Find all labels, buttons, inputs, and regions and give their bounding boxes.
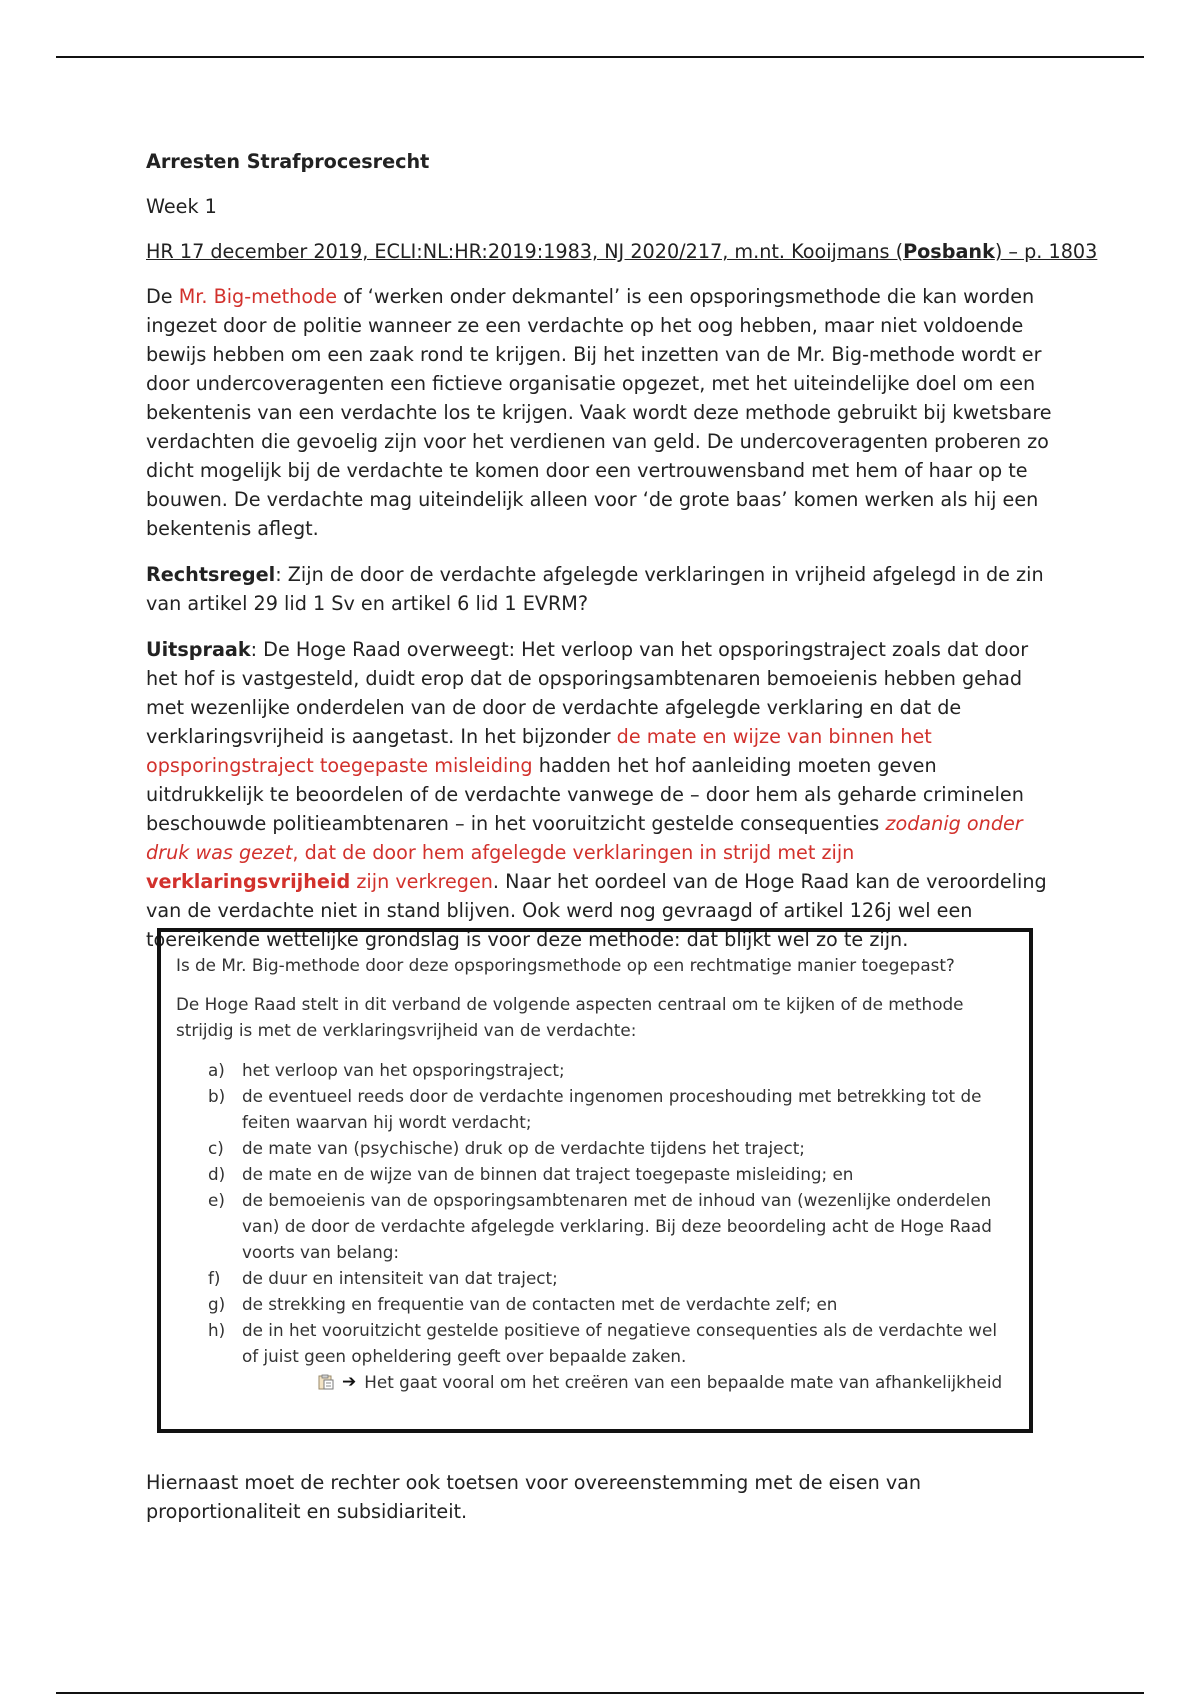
uitspraak-text-1: : De Hoge Raad overweegt: Het verloop van het opsporingstraject zoals dat door het hof is vastgesteld, duidt erop dat de opsporingsambtenaren bemoeienis hebben gehad met wezenlijke onderdelen van de door de verdachte afgelegde verklaring en dat de verklaringsvrijheid is aangetast. In het bijzonder (146, 638, 1029, 748)
intro-rest: of ‘werken onder dekmantel’ is een opsporingsmethode die kan worden ingezet door de politie wanneer ze een verdachte op het oog hebben, maar niet voldoende bewijs hebben om een zaak rond te krijgen. Bij het inzetten van de Mr. Big-methode wordt er door undercoveragenten een fictieve organisatie opgezet, met het uiteindelijke doel om een bekentenis van een verdachte los te krijgen. Vaak wordt deze methode gebruikt bij kwetsbare verdachten die gevoelig zijn voor het verdienen van geld. De undercoveragenten proberen zo dicht mogelijk bij de verdachte te komen door een vertrouwensband met hem of haar op te bouwen. De verdachte mag uiteindelijk alleen voor ‘de grote baas’ komen werken als hij een bekentenis aflegt. (146, 285, 1052, 540)
list-item (208, 1057, 1006, 1083)
footer-rule (56, 1692, 1144, 1694)
uitspraak-text-2: hadden het hof aanleiding moeten geven uitdrukkelijk te beoordelen of de verdachte vanwege de – door hem als geharde criminelen beschouwde politieambtenaren – in het vooruitzicht gestelde consequenties (146, 754, 1024, 835)
list-item-letter: b) (208, 1086, 226, 1106)
uitspraak-red-3: zijn verkregen (350, 870, 493, 893)
aspects-list (176, 1057, 1006, 1369)
header-rule (56, 56, 1144, 58)
list-item-letter: f) (208, 1268, 221, 1288)
list-item-letter: c) (208, 1138, 224, 1158)
list-item-text: de bemoeienis van de opsporingsambtenaren met de inhoud van (wezenlijke onderdelen van) de door de verdachte afgelegde verklaring. Bij deze beoordeling acht de Hoge Raad voorts van belang: (242, 1190, 992, 1262)
list-item (208, 1161, 1006, 1187)
list-item-text: de duur en intensiteit van dat traject; (242, 1268, 558, 1288)
list-item-letter: g) (208, 1294, 226, 1314)
aspects-box (157, 928, 1033, 1433)
list-item-letter: e) (208, 1190, 225, 1210)
list-item-letter: h) (208, 1320, 226, 1340)
aspects-box-inner (176, 952, 1006, 1395)
list-item-text: de eventueel reeds door de verdachte ingenomen proceshouding met betrekking tot de feiten waarvan hij wordt verdacht; (242, 1086, 982, 1132)
final-paragraph-wrap (146, 1468, 1056, 1526)
document-body (146, 147, 1098, 971)
list-item (208, 1083, 1006, 1135)
list-item-text: het verloop van het opsporingstraject; (242, 1060, 565, 1080)
case-citation (146, 237, 1098, 266)
list-item-letter: a) (208, 1060, 225, 1080)
list-item-letter: d) (208, 1164, 226, 1184)
intro-red-term: Mr. Big-methode (178, 285, 338, 308)
uitspraak-text-3: . Naar het oordeel van de Hoge Raad kan de veroordeling van de verdachte niet in stand blijven. Ook werd nog gevraagd of artikel 126j wel een toereikende wettelijke grondslag is voor deze methode: dat blijkt wel zo te zijn. (146, 870, 1047, 951)
uitspraak-red-bold: verklaringsvrijheid (146, 870, 351, 893)
intro-paragraph (146, 282, 1056, 543)
case-citation-part1: HR 17 december 2019, ECLI:NL:HR:2019:1983, NJ 2020/217, m.nt. Kooijmans ( (146, 240, 904, 263)
list-item (208, 1265, 1006, 1291)
box-conclusion (318, 1369, 1006, 1395)
uitspraak-paragraph (146, 635, 1056, 954)
list-item-text: de mate en de wijze van de binnen dat traject toegepaste misleiding; en (242, 1164, 854, 1184)
paste-options-icon[interactable] (318, 1374, 334, 1390)
case-citation-part2: ) – p. 1803 (994, 240, 1098, 263)
week-label: Week 1 (146, 195, 217, 218)
list-item (208, 1135, 1006, 1161)
rechtsregel-text: : Zijn de door de verdachte afgelegde verklaringen in vrijheid afgelegd in de zin van artikel 29 lid 1 Sv en artikel 6 lid 1 EVRM? (146, 563, 1044, 615)
uitspraak-red-2: , dat de door hem afgelegde verklaringen in strijd met zijn (292, 841, 855, 864)
rechtsregel-label: Rechtsregel (146, 563, 276, 586)
document-title: Arresten Strafprocesrecht (146, 150, 430, 173)
intro-lead: De (146, 285, 179, 308)
box-question: Is de Mr. Big-methode door deze opsporingsmethode op een rechtmatige manier toegepast? (176, 955, 955, 975)
list-item (208, 1187, 1006, 1265)
list-item (208, 1317, 1006, 1369)
uitspraak-label: Uitspraak (146, 638, 251, 661)
list-item-text: de mate van (psychische) druk op de verdachte tijdens het traject; (242, 1138, 805, 1158)
uitspraak-red-italic: zodanig onder druk was gezet (146, 812, 1023, 864)
list-item (208, 1291, 1006, 1317)
list-item-text: de strekking en frequentie van de contacten met de verdachte zelf; en (242, 1294, 838, 1314)
rechtsregel-paragraph (146, 560, 1056, 618)
right-arrow-icon: ➔ (342, 1372, 357, 1392)
final-paragraph: Hiernaast moet de rechter ook toetsen voor overeenstemming met de eisen van proportionaliteit en subsidiariteit. (146, 1471, 922, 1523)
uitspraak-red-1: de mate en wijze van binnen het opsporingstraject toegepaste misleiding (146, 725, 932, 777)
box-intro: De Hoge Raad stelt in dit verband de volgende aspecten centraal om te kijken of de methode strijdig is met de verklaringsvrijheid van de verdachte: (176, 994, 964, 1040)
case-name: Posbank (903, 240, 995, 263)
list-item-text: de in het vooruitzicht gestelde positieve of negatieve consequenties als de verdachte wel of juist geen opheldering geeft over bepaalde zaken. (242, 1320, 997, 1366)
conclusion-text: Het gaat vooral om het creëren van een bepaalde mate van afhankelijkheid (364, 1372, 1003, 1392)
